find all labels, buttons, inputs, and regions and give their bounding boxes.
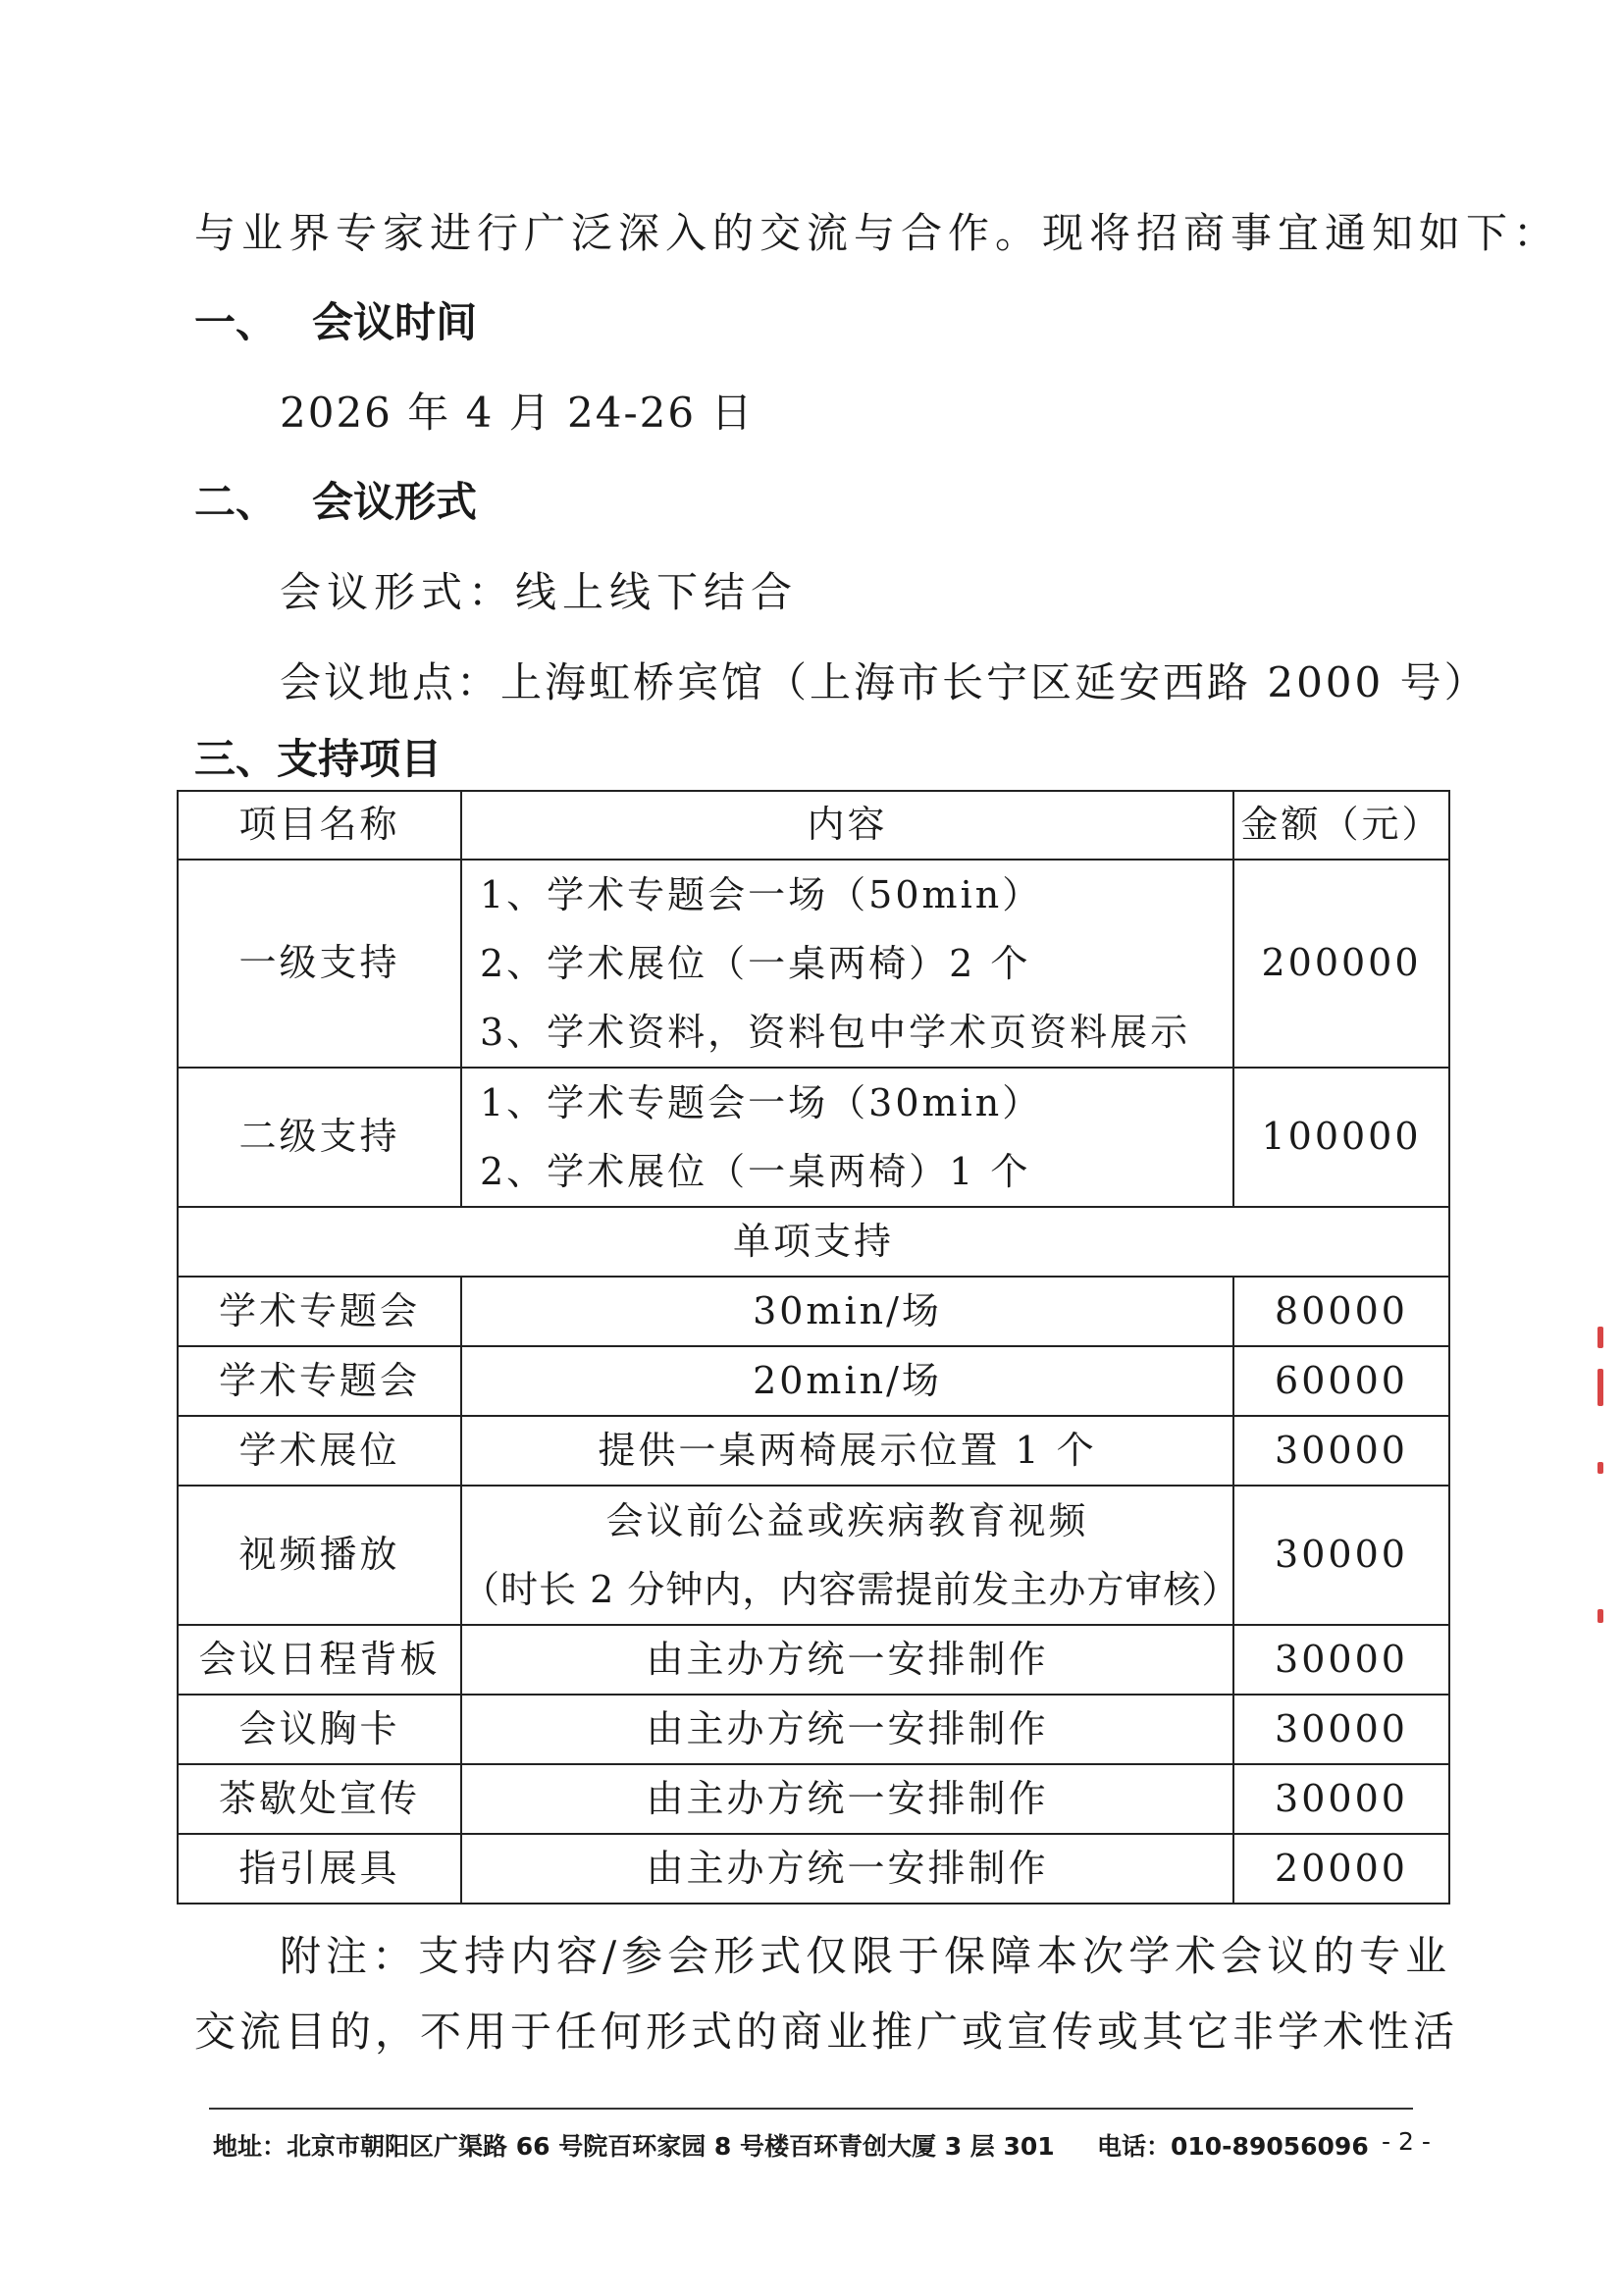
item-amount: 60000 — [1233, 1346, 1449, 1416]
table-row — [178, 1695, 1449, 1764]
section-heading-meeting-time — [194, 298, 478, 346]
stamp-edge-mark — [1597, 1369, 1603, 1406]
item-content — [461, 1486, 1240, 1625]
item-name: 视频播放 — [178, 1486, 461, 1625]
item-name: 指引展具 — [178, 1834, 461, 1904]
section-title: 会议形式 — [312, 478, 478, 526]
meeting-date: 2026 年 4 月 24-26 日 — [280, 389, 755, 437]
tier-amount: 200000 — [1233, 860, 1449, 1068]
tier-item: 2、学术展位（一桌两椅）1 个 — [480, 1150, 1031, 1193]
item-content: 由主办方统一安排制作 — [461, 1834, 1233, 1904]
item-amount: 30000 — [1233, 1625, 1449, 1695]
item-amount: 20000 — [1233, 1834, 1449, 1904]
table-row — [178, 1346, 1449, 1416]
table-row — [178, 1486, 1449, 1625]
tier-name: 二级支持 — [178, 1068, 461, 1207]
table-row-tier1 — [178, 860, 1449, 1068]
section-number: 二、 — [194, 478, 278, 526]
item-amount: 80000 — [1233, 1277, 1449, 1346]
note-line-2: 交流目的，不用于任何形式的商业推广或宣传或其它非学术性活 — [194, 2008, 1459, 2056]
section-number: 一、 — [194, 298, 278, 346]
table-row-tier2 — [178, 1068, 1449, 1207]
stamp-edge-mark — [1597, 1609, 1603, 1623]
header-cell-amount: 金额（元） — [1233, 791, 1449, 860]
footer-address: 地址：北京市朝阳区广渠路 66 号院百环家园 8 号楼百环青创大厦 3 层 301 — [213, 2132, 1055, 2161]
intro-paragraph-line: 与业界专家进行广泛深入的交流与合作。现将招商事宜通知如下： — [194, 209, 1561, 257]
item-amount: 30000 — [1233, 1416, 1449, 1486]
meeting-format-line: 会议形式：线上线下结合 — [280, 568, 799, 616]
meeting-venue-line: 会议地点：上海虹桥宾馆（上海市长宁区延安西路 2000 号） — [280, 658, 1489, 706]
item-content: 由主办方统一安排制作 — [461, 1625, 1233, 1695]
page-number: - 2 - — [1382, 2127, 1431, 2156]
table-row — [178, 1764, 1449, 1834]
single-support-header: 单项支持 — [178, 1207, 1449, 1277]
item-name: 会议日程背板 — [178, 1625, 461, 1695]
footer-phone: 电话：010-89056096 — [1097, 2132, 1369, 2161]
item-content: 提供一桌两椅展示位置 1 个 — [461, 1416, 1233, 1486]
item-name: 学术展位 — [178, 1416, 461, 1486]
stamp-edge-mark — [1597, 1462, 1603, 1474]
table-row-single-header — [178, 1207, 1449, 1277]
item-content-line: 会议前公益或疾病教育视频 — [605, 1499, 1089, 1542]
item-name: 茶歇处宣传 — [178, 1764, 461, 1834]
tier-content — [461, 860, 1233, 1068]
table-header-row — [178, 791, 1449, 860]
section-heading-meeting-format — [194, 478, 478, 526]
item-amount: 30000 — [1233, 1764, 1449, 1834]
section-title: 会议时间 — [312, 298, 478, 346]
item-amount: 30000 — [1233, 1695, 1449, 1764]
section-heading-support-items: 三、支持项目 — [194, 735, 443, 783]
table-row — [178, 1834, 1449, 1904]
item-name: 学术专题会 — [178, 1277, 461, 1346]
item-name: 会议胸卡 — [178, 1695, 461, 1764]
tier-content — [461, 1068, 1233, 1207]
item-content: 由主办方统一安排制作 — [461, 1764, 1233, 1834]
header-cell-item-name: 项目名称 — [178, 791, 461, 860]
tier-item: 3、学术资料，资料包中学术页资料展示 — [480, 1011, 1191, 1054]
support-items-table — [177, 790, 1450, 1905]
tier-name: 一级支持 — [178, 860, 461, 1068]
item-content: 20min/场 — [461, 1346, 1233, 1416]
item-content-line: （时长 2 分钟内，内容需提前发主办方审核） — [462, 1568, 1240, 1611]
header-cell-content: 内容 — [461, 791, 1233, 860]
table-row — [178, 1416, 1449, 1486]
table-row — [178, 1625, 1449, 1695]
tier-item: 1、学术专题会一场（50min） — [480, 873, 1043, 916]
tier-item: 2、学术展位（一桌两椅）2 个 — [480, 942, 1031, 985]
footer-divider — [209, 2108, 1413, 2110]
tier-item: 1、学术专题会一场（30min） — [480, 1081, 1043, 1124]
tier-amount: 100000 — [1233, 1068, 1449, 1207]
item-amount: 30000 — [1233, 1486, 1449, 1625]
note-line-1: 附注：支持内容/参会形式仅限于保障本次学术会议的专业 — [280, 1932, 1452, 1980]
table-row — [178, 1277, 1449, 1346]
item-name: 学术专题会 — [178, 1346, 461, 1416]
item-content: 由主办方统一安排制作 — [461, 1695, 1233, 1764]
stamp-edge-mark — [1597, 1327, 1603, 1348]
item-content: 30min/场 — [461, 1277, 1233, 1346]
